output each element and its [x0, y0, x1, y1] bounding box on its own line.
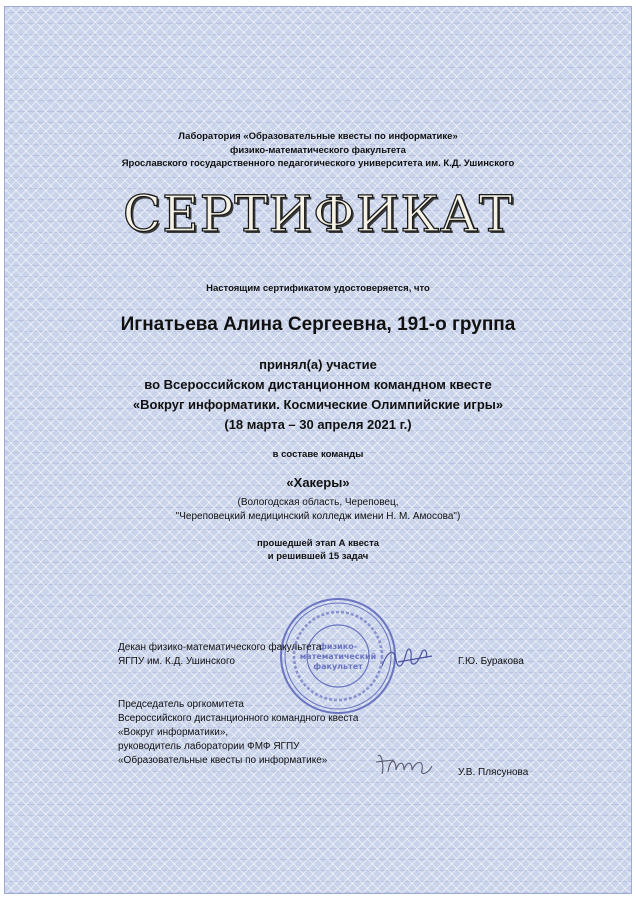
team-location: (Вологодская область, Череповец,	[237, 497, 399, 508]
chair-title-line-4: руководитель лаборатории ФМФ ЯГПУ	[118, 741, 300, 752]
dean-title-line-1: Декан физико-математического факультета	[118, 642, 322, 653]
dean-signature	[378, 640, 436, 676]
header-line-3: Ярославского государственного педагогического университета им. К.Д. Ушинского	[121, 158, 515, 169]
team-institution: "Череповецкий медицинский колледж имени Н. М. Амосова")	[175, 511, 461, 522]
result-line-1: прошедшей этап А квеста	[256, 538, 380, 549]
dean-title-line-2: ЯГПУ им. К.Д. Ушинского	[118, 656, 235, 667]
team-name: «Хакеры»	[286, 475, 350, 490]
chair-title-line-5: «Образовательные квесты по информатике»	[118, 755, 328, 766]
chair-signature	[372, 748, 436, 780]
chair-title-line-1: Председатель оргкомитета	[118, 699, 244, 710]
recipient-name: Игнатьева Алина Сергеевна, 191-о группа	[120, 314, 516, 335]
header-line-2: физико-математического факультета	[230, 145, 406, 156]
team-intro: в составе команды	[272, 449, 364, 460]
stamp-text-3: факультет	[313, 662, 363, 671]
result-line-2: и решившей 15 задач	[267, 551, 369, 562]
header-line-1: Лаборатория «Образовательные квесты по информатике»	[178, 131, 458, 142]
certificate-title: СЕРТИФИКАТ	[122, 185, 514, 243]
certify-text: Настоящим сертификатом удостоверяется, что	[206, 283, 430, 294]
chair-title-line-3: «Вокруг информатики»,	[118, 727, 229, 738]
participation-line-2: во Всероссийском дистанционном командном квесте	[144, 377, 492, 392]
dean-name: Г.Ю. Буракова	[458, 656, 524, 667]
stamp-text-1: физико-	[318, 642, 358, 651]
participation-dates: (18 марта – 30 апреля 2021 г.)	[224, 417, 412, 432]
stamp-text-2: математический	[299, 652, 377, 661]
chair-title-line-2: Всероссийского дистанционного командного квеста	[118, 713, 359, 724]
participation-line-3: «Вокруг информатики. Космические Олимпийские игры»	[132, 397, 504, 412]
participation-line-1: принял(а) участие	[259, 357, 377, 372]
chair-name: У.В. Плясунова	[458, 767, 529, 778]
